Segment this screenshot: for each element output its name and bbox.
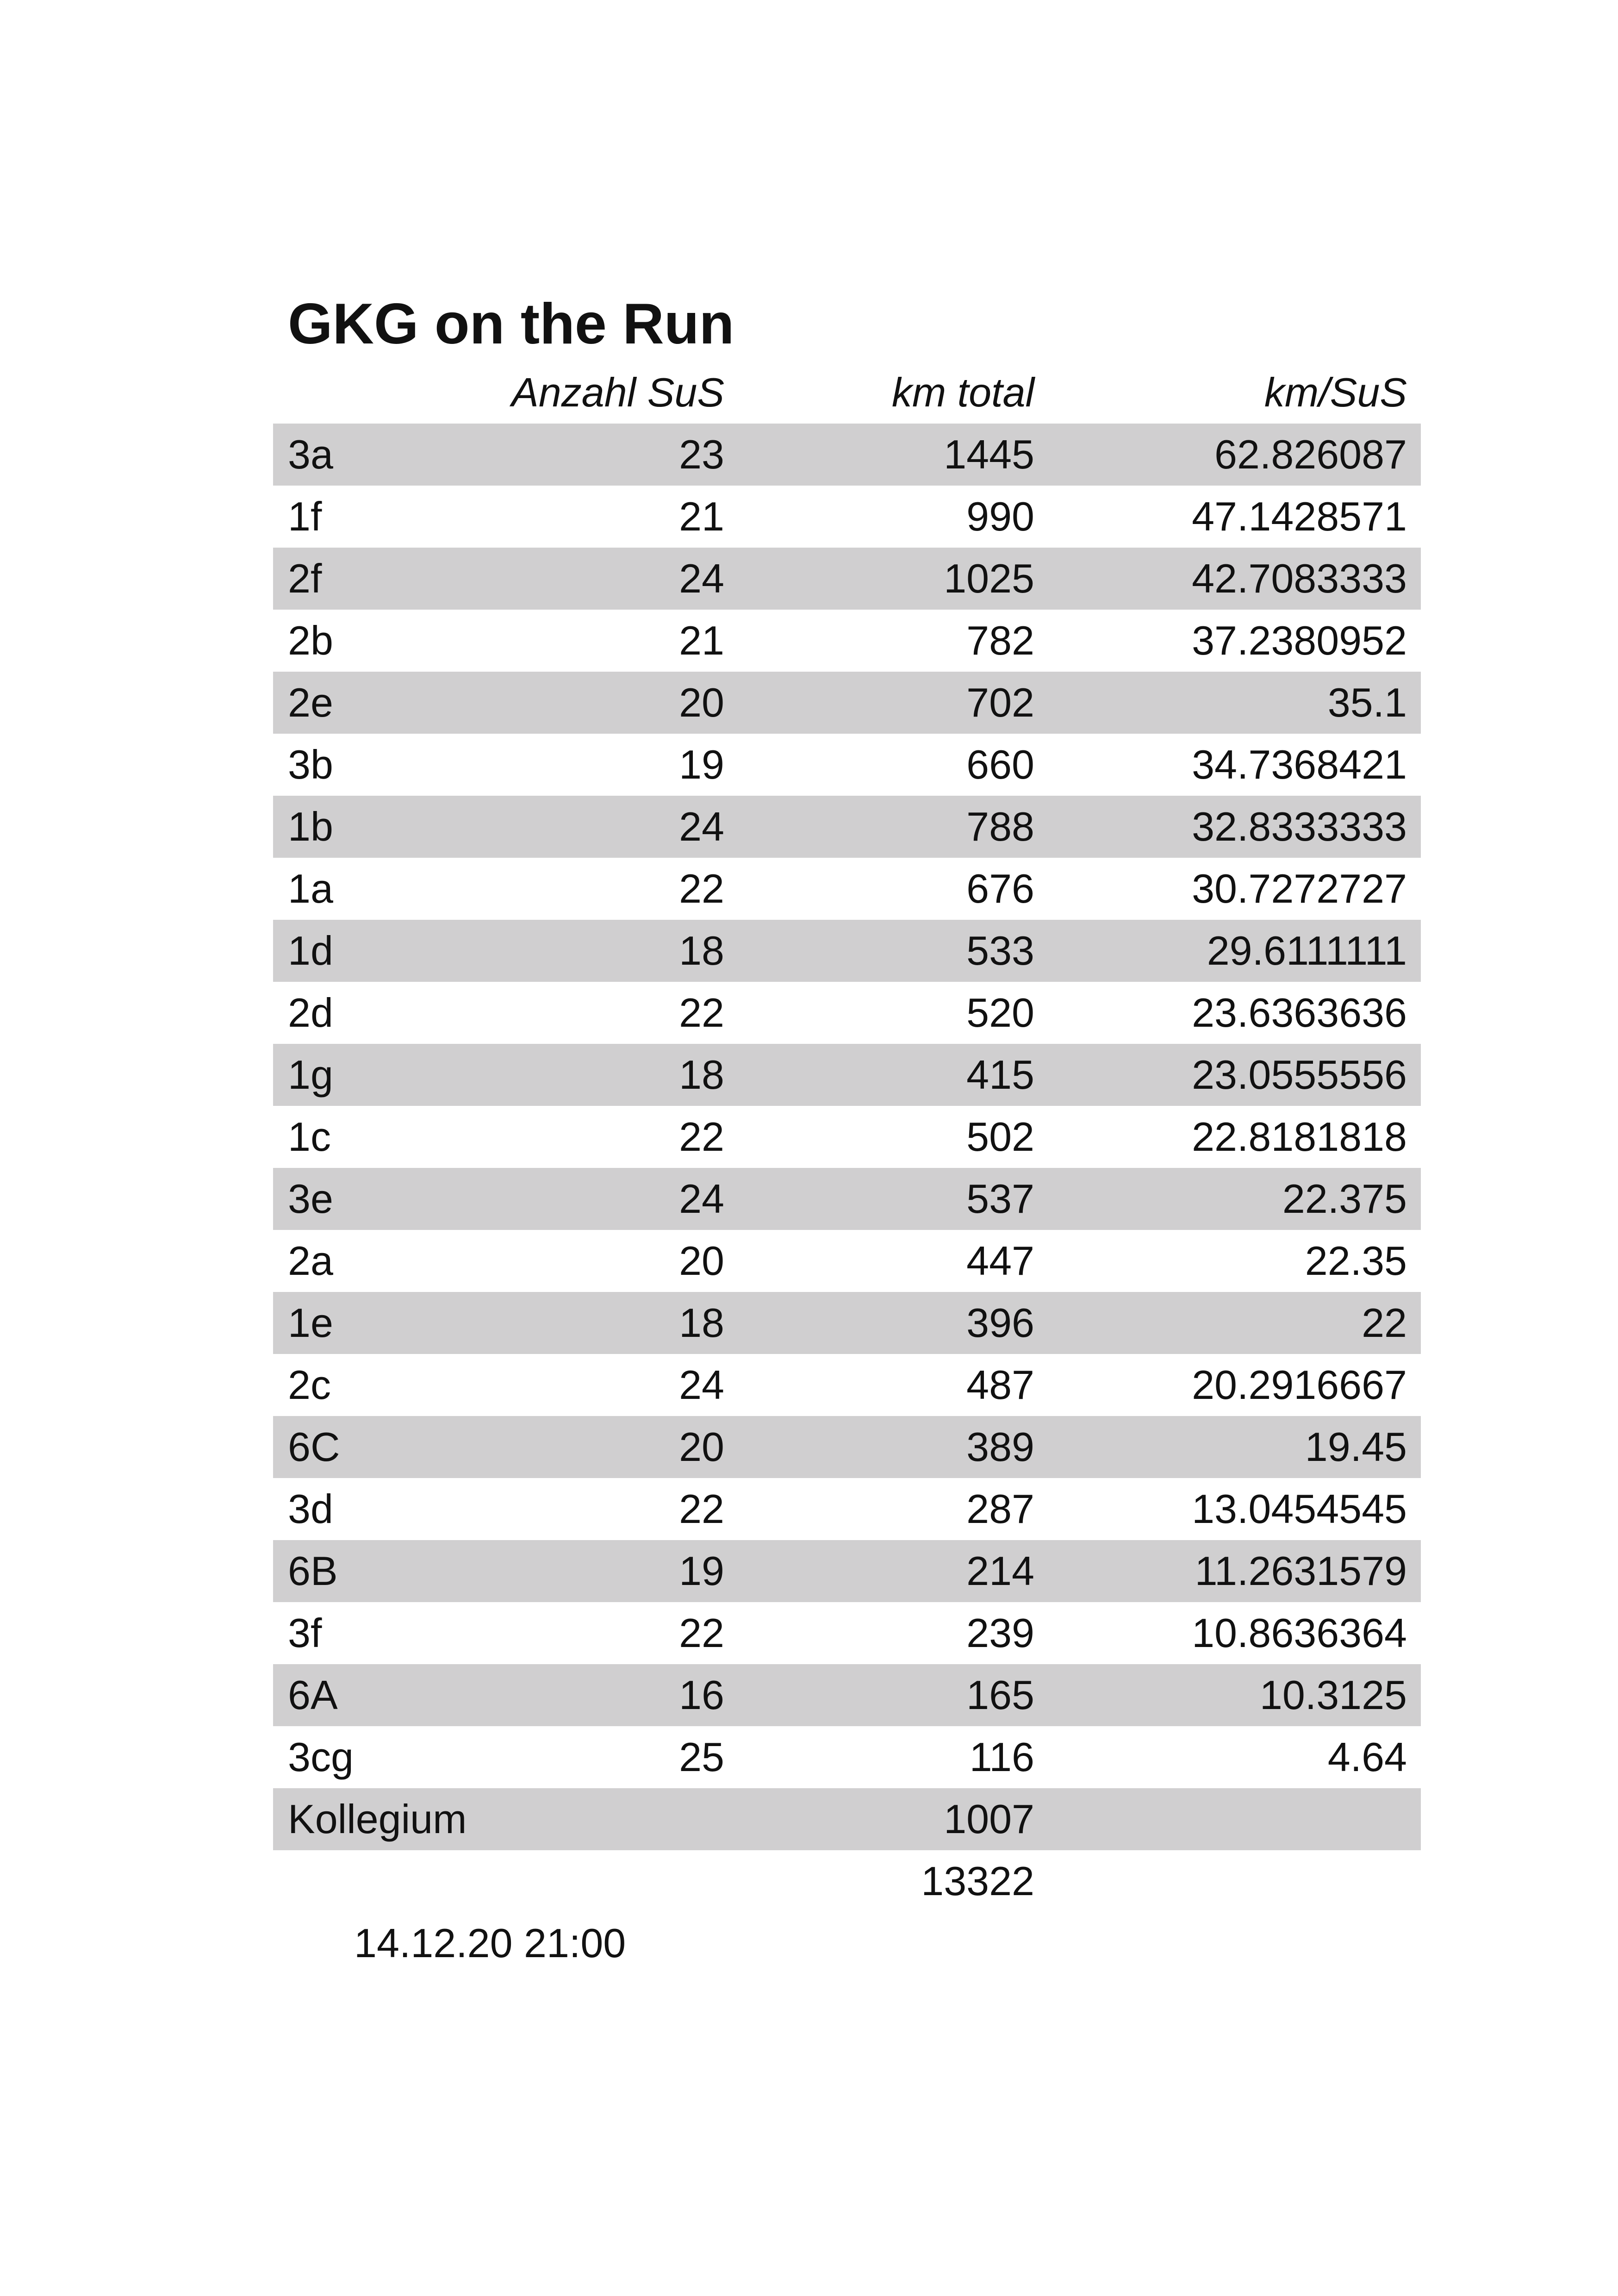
cell-class: 2f [288, 555, 322, 601]
cell-class: 2a [288, 1238, 333, 1284]
table-row [273, 610, 1421, 672]
table-row [273, 1602, 1421, 1664]
cell-km-per-student: 10.3125 [1259, 1672, 1407, 1718]
cell-count: 22 [679, 1114, 724, 1160]
cell-class: 6C [288, 1424, 340, 1470]
cell-km-total: 214 [966, 1548, 1034, 1594]
header-count: Anzahl SuS [511, 369, 724, 415]
cell-class: 1a [288, 866, 333, 911]
table-row [273, 734, 1421, 796]
cell-km-per-student: 11.2631579 [1195, 1548, 1407, 1594]
cell-count: 23 [679, 431, 724, 477]
header-km-per-student: km/SuS [1264, 369, 1407, 415]
cell-km-total: 788 [966, 804, 1034, 849]
table-row [273, 796, 1421, 858]
cell-count: 25 [679, 1734, 724, 1780]
cell-km-total: 116 [969, 1734, 1034, 1780]
table-row [273, 1478, 1421, 1540]
cell-km-total: 239 [966, 1610, 1034, 1656]
cell-km-total: 660 [966, 742, 1034, 787]
cell-km-total: 502 [966, 1114, 1034, 1160]
cell-count: 22 [679, 990, 724, 1036]
cell-km-total: 1025 [944, 555, 1034, 601]
cell-count: 18 [679, 1300, 724, 1346]
cell-km-per-student: 22.375 [1282, 1176, 1407, 1222]
cell-count: 20 [679, 1238, 724, 1284]
cell-km-per-student: 37.2380952 [1192, 618, 1407, 663]
cell-km-total: 389 [966, 1424, 1034, 1470]
cell-class: 2c [288, 1362, 331, 1408]
cell-km-per-student: 23.0555556 [1192, 1052, 1407, 1098]
header-km-total: km total [891, 369, 1034, 415]
cell-km-total: 487 [966, 1362, 1034, 1408]
cell-count: 21 [679, 618, 724, 663]
total-row [273, 1850, 1421, 1912]
cell-class: 6B [288, 1548, 338, 1594]
table-row [273, 982, 1421, 1044]
cell-km-total: 702 [966, 680, 1034, 725]
cell-count: 20 [679, 680, 724, 725]
cell-km-total: 1445 [944, 431, 1034, 477]
table-row [273, 1664, 1421, 1726]
cell-class: 3b [288, 742, 333, 787]
cell-class: 3f [288, 1610, 322, 1656]
table-row [273, 920, 1421, 982]
table-row [273, 1354, 1421, 1416]
cell-class: 2b [288, 618, 333, 663]
cell-class: 6A [288, 1672, 338, 1718]
cell-km-total: 415 [966, 1052, 1034, 1098]
table-row [273, 672, 1421, 734]
cell-class: 1g [288, 1052, 333, 1098]
cell-km-per-student: 13.0454545 [1192, 1486, 1407, 1532]
cell-count: 18 [679, 928, 724, 973]
cell-km-total: 520 [966, 990, 1034, 1036]
cell-km-total: 676 [966, 866, 1034, 911]
cell-km-per-student: 62.826087 [1214, 431, 1407, 477]
cell-count: 21 [679, 493, 724, 539]
cell-km-total: 533 [966, 928, 1034, 973]
cell-count: 24 [679, 1362, 724, 1408]
cell-km-per-student: 22.8181818 [1192, 1114, 1407, 1160]
table-row [273, 424, 1421, 486]
table-row [273, 1044, 1421, 1106]
cell-km-per-student: 29.6111111 [1207, 928, 1407, 973]
cell-km-per-student: 32.8333333 [1192, 804, 1407, 849]
timestamp: 14.12.20 21:00 [354, 1920, 626, 1966]
cell-km-per-student: 23.6363636 [1192, 990, 1407, 1036]
cell-count: 22 [679, 1486, 724, 1532]
table-row [273, 1416, 1421, 1478]
cell-km-per-student: 34.7368421 [1192, 742, 1407, 787]
cell-km-total: 447 [966, 1238, 1034, 1284]
cell-km-per-student: 47.1428571 [1192, 493, 1407, 539]
cell-km-total: 165 [966, 1672, 1034, 1718]
cell-km-total: 396 [966, 1300, 1034, 1346]
table-row [273, 1540, 1421, 1602]
cell-km-per-student: 22 [1362, 1300, 1407, 1346]
cell-km-total: 537 [966, 1176, 1034, 1222]
cell-class: 2d [288, 990, 333, 1036]
cell-km-per-student: 4.64 [1327, 1734, 1407, 1780]
table-row [273, 1292, 1421, 1354]
cell-count: 20 [679, 1424, 724, 1470]
cell-class: Kollegium [288, 1796, 467, 1842]
cell-km-total: 782 [966, 618, 1034, 663]
cell-km-per-student: 20.2916667 [1192, 1362, 1407, 1408]
table-header [273, 361, 1421, 424]
table-row [273, 1230, 1421, 1292]
cell-class: 1e [288, 1300, 333, 1346]
cell-count: 16 [679, 1672, 724, 1718]
page-title: GKG on the Run [288, 292, 734, 356]
table-row [273, 1788, 1421, 1850]
cell-class: 1d [288, 928, 333, 973]
table-body [273, 424, 1421, 1850]
table-row [273, 548, 1421, 610]
cell-count: 19 [679, 1548, 724, 1594]
total-km: 13322 [921, 1858, 1034, 1904]
cell-class: 1c [288, 1114, 331, 1160]
cell-class: 3d [288, 1486, 333, 1532]
cell-km-per-student: 19.45 [1305, 1424, 1407, 1470]
cell-count: 22 [679, 866, 724, 911]
cell-count: 24 [679, 804, 724, 849]
cell-km-per-student: 35.1 [1327, 680, 1407, 725]
cell-km-total: 287 [966, 1486, 1034, 1532]
cell-class: 3a [288, 431, 333, 477]
cell-class: 1f [288, 493, 322, 539]
cell-km-per-student: 10.8636364 [1192, 1610, 1407, 1656]
cell-class: 2e [288, 680, 333, 725]
cell-count: 24 [679, 555, 724, 601]
table-row [273, 1726, 1421, 1788]
spreadsheet [273, 287, 1421, 1974]
cell-count: 19 [679, 742, 724, 787]
cell-km-per-student: 42.7083333 [1192, 555, 1407, 601]
table-row [273, 1168, 1421, 1230]
cell-count: 18 [679, 1052, 724, 1098]
cell-km-total: 990 [966, 493, 1034, 539]
cell-class: 3cg [288, 1734, 354, 1780]
cell-count: 22 [679, 1610, 724, 1656]
cell-km-per-student: 22.35 [1305, 1238, 1407, 1284]
cell-count: 24 [679, 1176, 724, 1222]
cell-km-per-student: 30.7272727 [1192, 866, 1407, 911]
cell-class: 1b [288, 804, 333, 849]
table-row [273, 858, 1421, 920]
cell-km-total: 1007 [944, 1796, 1034, 1842]
cell-class: 3e [288, 1176, 333, 1222]
table-row [273, 1106, 1421, 1168]
table-row [273, 486, 1421, 548]
